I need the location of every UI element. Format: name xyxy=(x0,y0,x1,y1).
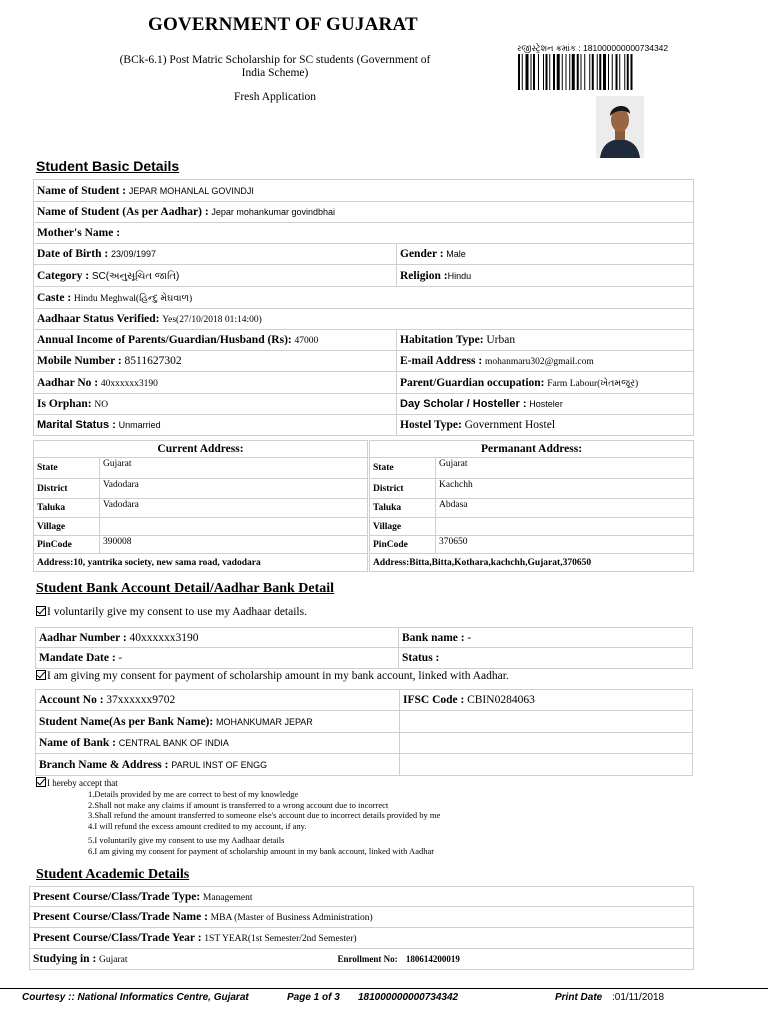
declaration-checkbox[interactable] xyxy=(36,777,46,787)
income-value: 47000 xyxy=(294,336,319,346)
declaration-item: 1.Details provided by me are correct to best of my knowledge xyxy=(88,789,299,799)
course-year-label: Present Course/Class/Trade Year : xyxy=(33,932,202,944)
habitation-value: Urban xyxy=(486,334,516,346)
gender-label: Gender : xyxy=(400,248,444,260)
aadhaar-consent xyxy=(36,606,307,618)
aadhar-no-label: Aadhar No : xyxy=(37,376,99,389)
current-district-value: Vadodara xyxy=(100,479,368,499)
current-district-label: District xyxy=(34,479,100,499)
declaration-accept-text: I hereby accept that xyxy=(47,778,118,788)
permanent-village-label: Village xyxy=(370,518,436,536)
email-label: E-mail Address : xyxy=(400,355,483,367)
course-year-value: 1ST YEAR(1st Semester/2nd Semester) xyxy=(204,934,357,944)
basic-details-heading: Student Basic Details xyxy=(36,158,180,174)
bank-student-name-value: MOHANKUMAR JEPAR xyxy=(215,716,313,727)
aadhaar-consent-checkbox[interactable] xyxy=(36,606,46,616)
academic-details-heading: Student Academic Details xyxy=(36,867,190,882)
orphan-value: NO xyxy=(94,400,109,410)
occupation-value: Farm Labour(ખેતમજૂર) xyxy=(547,378,639,389)
payment-consent-text: I am giving my consent for payment of scholarship amount in my bank account, linked with Aadhar. xyxy=(47,670,509,682)
enrollment-value: 180614200019 xyxy=(405,954,460,964)
barcode-image xyxy=(518,54,670,90)
scheme-name: (BCk-6.1) Post Matric Scholarship for SC students (Government of India Scheme) xyxy=(119,54,431,79)
permanent-state-label: State xyxy=(370,458,436,479)
course-type-value: Management xyxy=(202,892,253,903)
religion-label: Religion : xyxy=(400,269,448,282)
income-label: Annual Income of Parents/Guardian/Husband (Rs): xyxy=(37,334,292,346)
course-name-label: Present Course/Class/Trade Name : xyxy=(33,911,208,923)
bank-name-label: Bank name : xyxy=(402,631,465,644)
basic-details-table xyxy=(33,179,694,436)
permanent-taluka-value: Abdasa xyxy=(436,499,694,518)
scholar-value: Hosteler xyxy=(529,399,563,409)
account-no-value: 37xxxxxx9702 xyxy=(106,694,176,706)
declaration-item: 4.I will refund the excess amount credited to my account, if any. xyxy=(88,820,307,831)
mother-name-label: Mother's Name : xyxy=(37,227,121,239)
dob-label: Date of Birth : xyxy=(37,248,109,260)
email-value: mohanmaru302@gmail.com xyxy=(484,357,594,367)
current-pincode-label: PinCode xyxy=(34,536,100,554)
permanent-address-table xyxy=(369,440,694,572)
studying-in-label: Studying in : xyxy=(33,953,97,965)
declaration-list xyxy=(88,789,440,856)
orphan-label: Is Orphan: xyxy=(37,398,92,410)
payment-consent xyxy=(36,670,509,682)
application-number: રજીસ્ટ્રેશન ક્રમાંક : 181000000000734342 xyxy=(517,43,669,53)
ifsc-label: IFSC Code : xyxy=(403,694,465,706)
current-state-label: State xyxy=(34,458,100,479)
current-full-address: Address:10, yantrika society, new sama road, vadodara xyxy=(34,554,368,572)
name-of-bank-label: Name of Bank : xyxy=(39,737,116,749)
name-aadhar-label: Name of Student (As per Aadhar) : xyxy=(37,206,209,218)
bank-student-name-label: Student Name(As per Bank Name): xyxy=(39,715,214,728)
aadhar-number-label: Aadhar Number : xyxy=(39,631,127,644)
permanent-state-value: Gujarat xyxy=(436,458,694,479)
academic-table xyxy=(29,886,694,970)
aadhar-no-value: 40xxxxxx3190 xyxy=(100,378,158,389)
permanent-full-address: Address:Bitta,Bitta,Kothara,kachchh,Gujarat,370650 xyxy=(370,554,694,572)
enrollment-label: Enrollment No: xyxy=(337,954,398,964)
name-of-bank-value: CENTRAL BANK OF INDIA xyxy=(118,738,229,748)
current-village-label: Village xyxy=(34,518,100,536)
mobile-label: Mobile Number : xyxy=(37,355,122,367)
application-type: Fresh Application xyxy=(233,91,317,103)
category-value: SC(અનુસૂચિત જાતિ) xyxy=(91,270,180,282)
caste-value: Hindu Meghwal(હિન્દુ મેઘવાળ) xyxy=(73,293,193,304)
course-name-value: MBA (Master of Business Administration) xyxy=(210,913,373,923)
caste-label: Caste : xyxy=(37,291,72,304)
aadhar-bank-table xyxy=(35,627,693,669)
ifsc-value: CBIN0284063 xyxy=(467,694,535,706)
course-type-label: Present Course/Class/Trade Type: xyxy=(33,890,201,903)
mandate-date-label: Mandate Date : xyxy=(39,652,116,664)
status-label: Status : xyxy=(402,652,440,664)
permanent-taluka-label: Taluka xyxy=(370,499,436,518)
footer-application-number: 181000000000734342 xyxy=(358,992,459,1003)
declaration-item: 5.I voluntarily give my consent to use my Aadhaar details xyxy=(88,835,285,845)
permanent-district-value: Kachchh xyxy=(436,479,694,499)
habitation-label: Habitation Type: xyxy=(400,334,484,346)
bank-details-heading: Student Bank Account Detail/Aadhar Bank Detail xyxy=(36,581,335,596)
studying-in-value: Gujarat xyxy=(99,955,128,965)
category-label: Category : xyxy=(37,269,90,282)
occupation-label: Parent/Guardian occupation: xyxy=(400,376,545,389)
student-photo xyxy=(596,96,644,158)
footer-page-number: Page 1 of 3 xyxy=(287,992,340,1003)
current-village-value xyxy=(100,518,368,536)
aadhaar-consent-text: I voluntarily give my consent to use my Aadhaar details. xyxy=(47,606,307,618)
hostel-value: Government Hostel xyxy=(464,419,556,431)
account-no-label: Account No : xyxy=(39,694,104,706)
scholar-label: Day Scholar / Hosteller : xyxy=(400,398,527,410)
declaration-item: 6.I am giving my consent for payment of scholarship amount in my bank account, linked with Aadhar xyxy=(88,845,435,856)
permanent-pincode-value: 370650 xyxy=(436,536,694,554)
footer-print-date-label: Print Date xyxy=(555,992,603,1003)
declaration-item: 3.Shall refund the amount transferred to someone else's account due to incorrect details provided by me xyxy=(88,810,441,820)
permanent-pincode-label: PinCode xyxy=(370,536,436,554)
current-pincode-value: 390008 xyxy=(100,536,368,554)
name-aadhar-value: Jepar mohankumar govindbhai xyxy=(211,207,335,217)
permanent-district-label: District xyxy=(370,479,436,499)
current-taluka-label: Taluka xyxy=(34,499,100,518)
name-value: JEPAR MOHANLAL GOVINDJI xyxy=(128,185,254,196)
branch-value: PARUL INST OF ENGG xyxy=(171,759,268,770)
branch-label: Branch Name & Address : xyxy=(39,758,169,771)
declaration-accept xyxy=(36,777,118,788)
aadhar-status-label: Aadhaar Status Verified: xyxy=(37,313,160,325)
bank-name-value: - xyxy=(467,631,472,644)
footer-divider xyxy=(0,988,768,989)
hostel-label: Hostel Type: xyxy=(400,419,462,431)
page-title: GOVERNMENT OF GUJARAT xyxy=(148,14,418,35)
mobile-value: 8511627302 xyxy=(124,355,182,367)
religion-value: Hindu xyxy=(447,270,472,281)
current-taluka-value: Vadodara xyxy=(100,499,368,518)
payment-consent-checkbox[interactable] xyxy=(36,670,46,680)
permanent-address-heading: Permanant Address: xyxy=(370,441,694,458)
bank-account-table xyxy=(35,689,693,776)
current-address-heading: Current Address: xyxy=(34,441,368,458)
mandate-date-value: - xyxy=(118,652,123,664)
aadhar-status-value: Yes(27/10/2018 01:14:00) xyxy=(162,315,262,325)
aadhar-number-value: 40xxxxxx3190 xyxy=(129,631,199,644)
name-label: Name of Student : xyxy=(37,184,127,197)
dob-value: 23/09/1997 xyxy=(110,249,157,259)
marital-value: Unmarried xyxy=(118,420,161,430)
footer-print-date-value: :01/11/2018 xyxy=(612,992,665,1003)
current-state-value: Gujarat xyxy=(100,458,368,479)
marital-label: Marital Status : xyxy=(37,419,116,431)
footer-courtesy: Courtesy :: National Informatics Centre, Gujarat xyxy=(22,992,249,1003)
current-address-table xyxy=(33,440,368,572)
gender-value: Male xyxy=(446,249,466,259)
permanent-village-value xyxy=(436,518,694,536)
declaration-item: 2.Shall not make any claims if amount is transferred to a wrong account due to incorrect xyxy=(88,799,389,810)
